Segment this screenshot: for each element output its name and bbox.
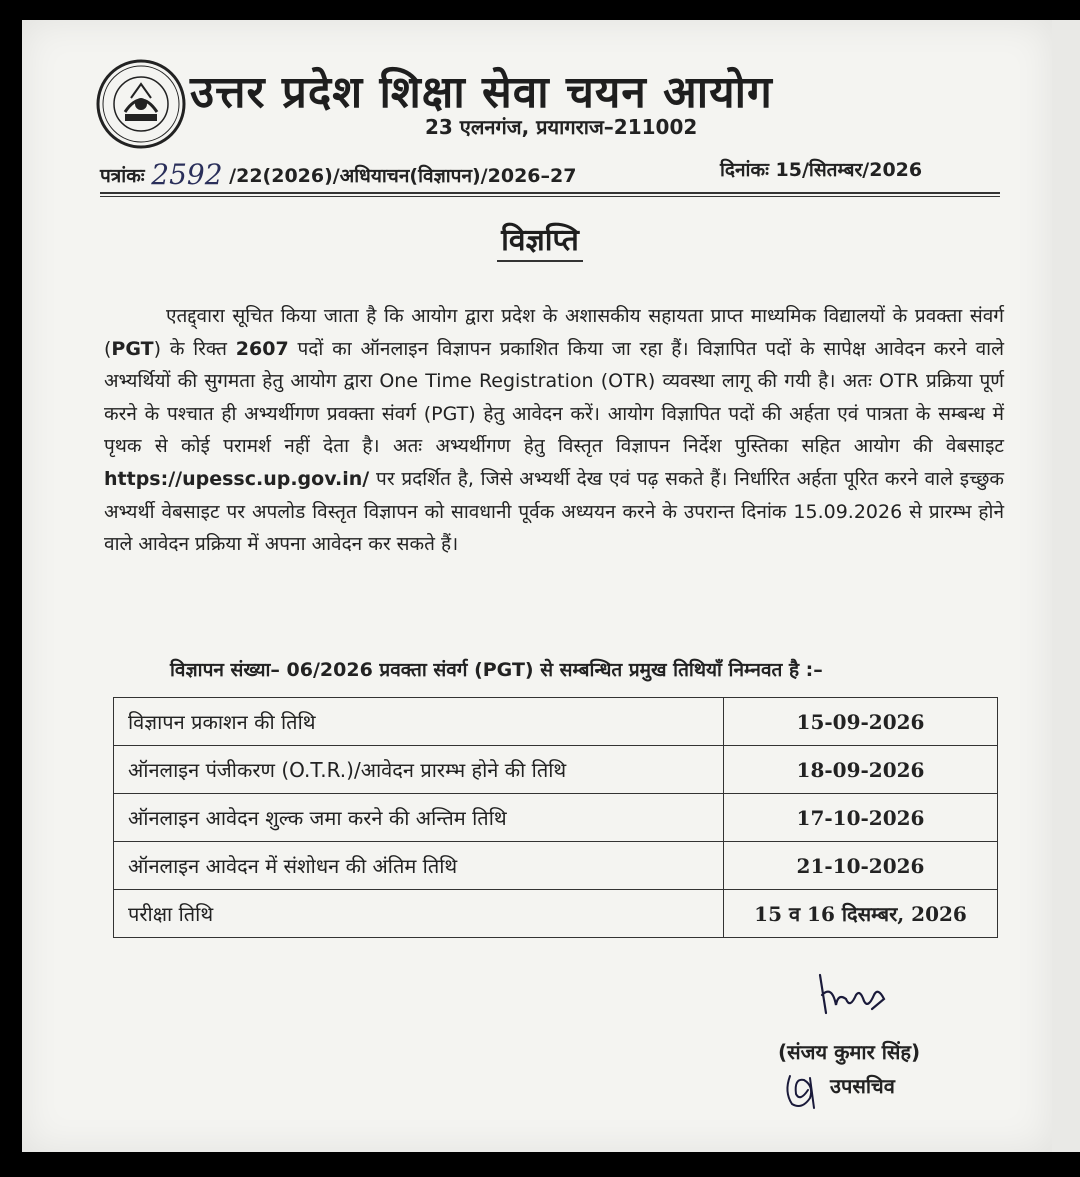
date-cell: 17-10-2026 (724, 794, 998, 842)
website-url: https://upessc.up.gov.in/ (104, 467, 370, 490)
commission-address: 23 एलनगंज, प्रयागराज–211002 (425, 115, 698, 139)
table-row (114, 890, 998, 938)
date-cell: 15-09-2026 (724, 698, 998, 746)
body-text-1: एतद्द्वारा सूचित किया जाता है कि आयोग द्वारा प्रदेश के अशासकीय सहायता प्राप्त माध्यमिक विद्यालयों के प्रवक्ता संवर्ग ( (104, 305, 1004, 360)
table-row (114, 794, 998, 842)
event-cell: ऑनलाइन पंजीकरण (O.T.R.)/आवेदन प्रारम्भ होने की तिथि (114, 746, 724, 794)
event-cell: परीक्षा तिथि (114, 890, 724, 938)
signatory-name: (संजय कुमार सिंह) (778, 1040, 921, 1064)
signatory-designation: उपसचिव (830, 1074, 895, 1098)
date-cell: 21-10-2026 (724, 842, 998, 890)
commission-seal-icon (95, 58, 187, 150)
body-text-4: पर प्रदर्शित है, जिसे अभ्यर्थी देख एवं पढ़ सकते हैं। निर्धारित अर्हता पूरित करने वाले इच्छुक अभ्यर्थी वेबसाइट पर अपलोड विस्तृत विज्ञापन को सावधानी पूर्वक अध्ययन करने के उपरान्त दिनांक 15.09.2026 से प्रारम्भ होने वाले आवेदन प्रक्रिया में अपना आवेदन कर सकते हैं। (104, 467, 1004, 556)
event-cell: ऑनलाइन आवेदन शुल्क जमा करने की अन्तिम तिथि (114, 794, 724, 842)
date-cell: 15 व 16 दिसम्बर, 2026 (724, 890, 998, 938)
event-cell: विज्ञापन प्रकाशन की तिथि (114, 698, 724, 746)
reference-date (720, 156, 922, 182)
handwritten-signature (812, 965, 892, 1025)
important-dates-table (113, 697, 998, 938)
body-text-2: ) के रिक्त (153, 337, 236, 360)
date-cell: 18-09-2026 (724, 746, 998, 794)
header-rule-top (100, 192, 1000, 194)
body-text-3: पदों का ऑनलाइन विज्ञापन प्रकाशित किया जा रहा हैं। विज्ञापित पदों के सापेक्ष आवेदन करने वाले अभ्यर्थियों की सुगमता हेतु आयोग द्वारा One Time Registration (OTR) व्यवस्था लागू की गयी है। अतः OTR प्रक्रिया पूर्ण करने के पश्चात ही अभ्यर्थीगण प्रवक्ता संवर्ग (PGT) हेतु आवेदन करें। आयोग विज्ञापित पदों की अर्हता एवं पात्रता के सम्बन्ध में पृथक से कोई परामर्श नहीं देता है। अतः अभ्यर्थीगण हेतु विस्तृत विज्ञापन निर्देश पुस्तिका सहित आयोग की वेबसाइट (104, 337, 1004, 458)
reference-line (100, 156, 1000, 189)
initials-mark (780, 1068, 826, 1112)
reference-label: पत्रांकः (100, 165, 145, 187)
event-cell: ऑनलाइन आवेदन में संशोधन की अंतिम तिथि (114, 842, 724, 890)
adjacent-page-edge (1052, 20, 1080, 1152)
notice-title: विज्ञप्ति (497, 223, 583, 262)
date-label: दिनांकः (720, 159, 769, 181)
reference-code: /22(2026)/अधियाचन(विज्ञापन)/2026–27 (229, 165, 577, 187)
header-rule-bottom (100, 196, 1000, 197)
table-row (114, 746, 998, 794)
notice-heading (0, 218, 1080, 259)
vacancy-count: 2607 (235, 337, 289, 360)
commission-title: उत्तर प्रदेश शिक्षा सेवा चयन आयोग (190, 67, 773, 118)
dates-table-title: विज्ञापन संख्या– 06/2026 प्रवक्ता संवर्ग (PGT) से सम्बन्धित प्रमुख तिथियाँ निम्नवत है :– (170, 659, 823, 681)
date-value: 15/सितम्बर/2026 (775, 159, 923, 181)
reference-number: 2592 (151, 158, 223, 191)
table-row (114, 842, 998, 890)
table-row (114, 698, 998, 746)
notice-body (104, 300, 1004, 561)
pgt-label: PGT (111, 337, 154, 360)
